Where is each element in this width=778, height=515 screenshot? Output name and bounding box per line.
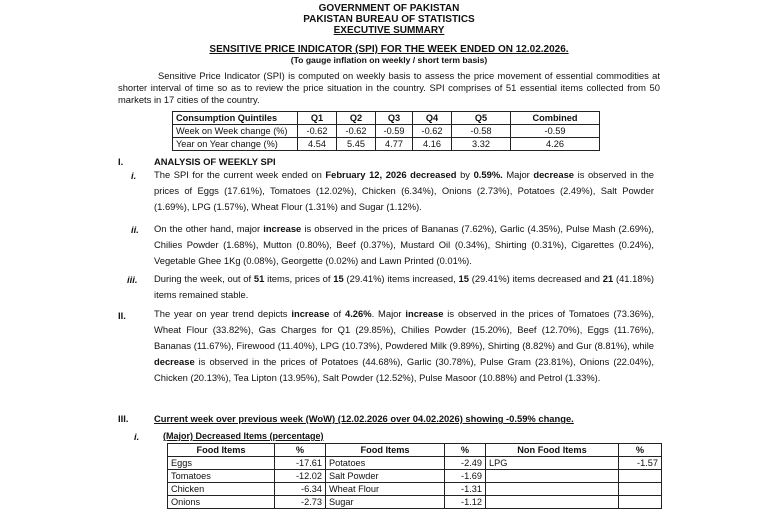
section-1-i-number: i. <box>131 170 137 181</box>
text-run: is observed in the prices of Eggs (17.61%), Tomatoes (12.02%), Chicken (6.34%), Onions (2.73%), Potatoes (2.49%), Salt Powder (1.69%), LPG (1.57%), Wheat Flour (1.31%) and Sugar (1.12%). <box>154 169 654 212</box>
table-cell <box>619 483 662 496</box>
section-1-ii-paragraph <box>154 221 654 269</box>
text-run: items, prices of <box>264 273 334 284</box>
section-3-title: Current week over previous week (WoW) (12.02.2026 over 04.02.2026) showing -0.59% change. <box>154 413 574 424</box>
text-run: is observed in the prices of Potatoes (44.68%), Garlic (30.78%), Pulse Gram (23.81%), Onions (22.04%), Chicken (20.13%), Tea Lipton (13.95%), Salt Powder (12.52%), Pulse Masoor (10.88%) and Petrol (1.33%). <box>154 356 654 383</box>
section-3-number: III. <box>118 413 129 424</box>
quintile-cell: Week on Week change (%) <box>173 125 298 138</box>
text-run: (41.18%) items remained stable. <box>154 273 654 300</box>
text-run: The SPI for the current week ended on <box>154 169 326 180</box>
text-bold: increase <box>405 308 444 319</box>
text-bold: increase <box>291 308 330 319</box>
report-subtitle: (To gauge inflation on weekly / short term basis) <box>290 55 488 65</box>
text-run: Major <box>502 169 534 180</box>
text-bold: decrease <box>533 169 575 180</box>
decreased-header-cell: % <box>275 444 326 457</box>
section-1-iii-paragraph <box>154 271 654 303</box>
text-run: During the week, out of <box>154 273 254 284</box>
table-cell: -2.49 <box>445 457 486 470</box>
quintile-header-cell: Consumption Quintiles <box>173 112 298 125</box>
decreased-header-cell: Non Food Items <box>486 444 619 457</box>
quintile-row-wow <box>173 125 600 138</box>
table-cell <box>486 496 619 509</box>
text-run: On the other hand, major <box>154 223 264 234</box>
table-row <box>168 470 662 483</box>
header-line-3: EXECUTIVE SUMMARY <box>333 25 445 36</box>
quintile-header-cell: Q2 <box>337 112 376 125</box>
text-run: by <box>456 169 474 180</box>
quintile-cell: -0.62 <box>298 125 337 138</box>
table-cell: Chicken <box>168 483 275 496</box>
quintile-cell: -0.59 <box>376 125 413 138</box>
table-cell: -1.69 <box>445 470 486 483</box>
table-cell: -1.12 <box>445 496 486 509</box>
table-cell <box>619 496 662 509</box>
quintile-cell: -0.62 <box>413 125 452 138</box>
quintile-cell: -0.58 <box>452 125 511 138</box>
section-1-title: ANALYSIS OF WEEKLY SPI <box>154 156 276 167</box>
section-1-iii-number: iii. <box>127 274 138 285</box>
report-title: SENSITIVE PRICE INDICATOR (SPI) FOR THE WEEK ENDED ON 12.02.2026. <box>209 44 569 55</box>
table-cell: Eggs <box>168 457 275 470</box>
table-cell: -12.02 <box>275 470 326 483</box>
quintile-cell: 4.26 <box>511 138 600 151</box>
table-cell <box>619 470 662 483</box>
text-run: is observed in the prices of Tomatoes (73.36%), Wheat Flour (33.82%), Gas Charges for Q1 (29.85%), Chilies Powder (15.20%), Beef (12.70%), Eggs (11.76%), Bananas (11.67%), Firewood (11.40%), LPG (10.73%), Powdered Milk (9.89%), Shirting (8.82%) and Gur (8.81%), while <box>154 308 655 351</box>
quintile-header-row <box>173 112 600 125</box>
table-cell: -1.31 <box>445 483 486 496</box>
text-run: is observed in the prices of Bananas (7.62%), Garlic (4.35%), Pulse Mash (2.69%), Chilies Powder (1.68%), Mutton (0.80%), Beef (0.37%), Mustard Oil (0.34%), Shirting (0.31%), Cigarettes (0.24%), Vegetable Ghee 1Kg (0.08%), Georgette (0.02%) and Lawn Printed (0.01%). <box>154 223 654 266</box>
table-cell: -6.34 <box>275 483 326 496</box>
quintile-cell: 4.16 <box>413 138 452 151</box>
text-run: . Major <box>371 308 406 319</box>
intro-paragraph: Sensitive Price Indicator (SPI) is computed on weekly basis to assess the price movement of essential commodities at shorter interval of time so as to review the price situation in the country. SPI comprises of 51 essential items collected from 50 markets in 17 cities of the country. <box>118 70 660 105</box>
table-row <box>168 483 662 496</box>
text-run: (29.41%) items decreased and <box>468 273 603 284</box>
decreased-header-cell: % <box>445 444 486 457</box>
table-cell: LPG <box>486 457 619 470</box>
text-bold: 15 <box>458 273 469 284</box>
table-cell: Sugar <box>326 496 445 509</box>
decreased-items-table <box>167 443 662 509</box>
quintile-header-cell: Q4 <box>413 112 452 125</box>
table-cell: -1.57 <box>619 457 662 470</box>
text-bold: February 12, 2026 decreased <box>325 169 457 180</box>
decreased-header-cell: % <box>619 444 662 457</box>
quintile-cell: Year on Year change (%) <box>173 138 298 151</box>
section-2-paragraph <box>154 306 654 386</box>
table-cell: Wheat Flour <box>326 483 445 496</box>
quintile-cell: 4.54 <box>298 138 337 151</box>
section-3-i-number: i. <box>134 431 140 442</box>
table-cell: -2.73 <box>275 496 326 509</box>
quintile-row-yoy <box>173 138 600 151</box>
text-bold: 51 <box>253 273 265 284</box>
decreased-header-row <box>168 444 662 457</box>
decreased-header-cell: Food Items <box>168 444 275 457</box>
header-line-2: PAKISTAN BUREAU OF STATISTICS <box>303 14 475 25</box>
text-bold: 21 <box>602 273 614 284</box>
quintile-header-cell: Combined <box>511 112 600 125</box>
text-bold: 4.26% <box>344 308 372 319</box>
table-cell: Potatoes <box>326 457 445 470</box>
decreased-header-cell: Food Items <box>326 444 445 457</box>
table-cell: Onions <box>168 496 275 509</box>
table-cell: Salt Powder <box>326 470 445 483</box>
section-1-number: I. <box>118 156 124 167</box>
section-1-i-paragraph <box>154 167 654 215</box>
header-line-1: GOVERNMENT OF PAKISTAN <box>318 3 460 14</box>
quintile-header-cell: Q3 <box>376 112 413 125</box>
text-run: The year on year trend depicts <box>154 308 292 319</box>
table-cell: Tomatoes <box>168 470 275 483</box>
quintile-cell: -0.62 <box>337 125 376 138</box>
text-run: (29.41%) items increased, <box>343 273 459 284</box>
table-row <box>168 457 662 470</box>
section-1-ii-number: ii. <box>131 224 139 235</box>
section-2-number: II. <box>118 310 126 321</box>
table-cell <box>486 470 619 483</box>
quintile-cell: 3.32 <box>452 138 511 151</box>
quintile-cell: -0.59 <box>511 125 600 138</box>
text-bold: increase <box>263 223 302 234</box>
quintile-cell: 5.45 <box>337 138 376 151</box>
text-bold: decrease <box>154 356 195 367</box>
quintile-cell: 4.77 <box>376 138 413 151</box>
table-cell: -17.61 <box>275 457 326 470</box>
text-bold: 0.59%. <box>473 169 503 180</box>
text-bold: 15 <box>333 273 344 284</box>
text-run: of <box>329 308 345 319</box>
table-row <box>168 496 662 509</box>
quintile-header-cell: Q5 <box>452 112 511 125</box>
quintile-table <box>172 111 600 151</box>
section-3-i-title: (Major) Decreased Items (percentage) <box>163 431 324 441</box>
quintile-header-cell: Q1 <box>298 112 337 125</box>
table-cell <box>486 483 619 496</box>
